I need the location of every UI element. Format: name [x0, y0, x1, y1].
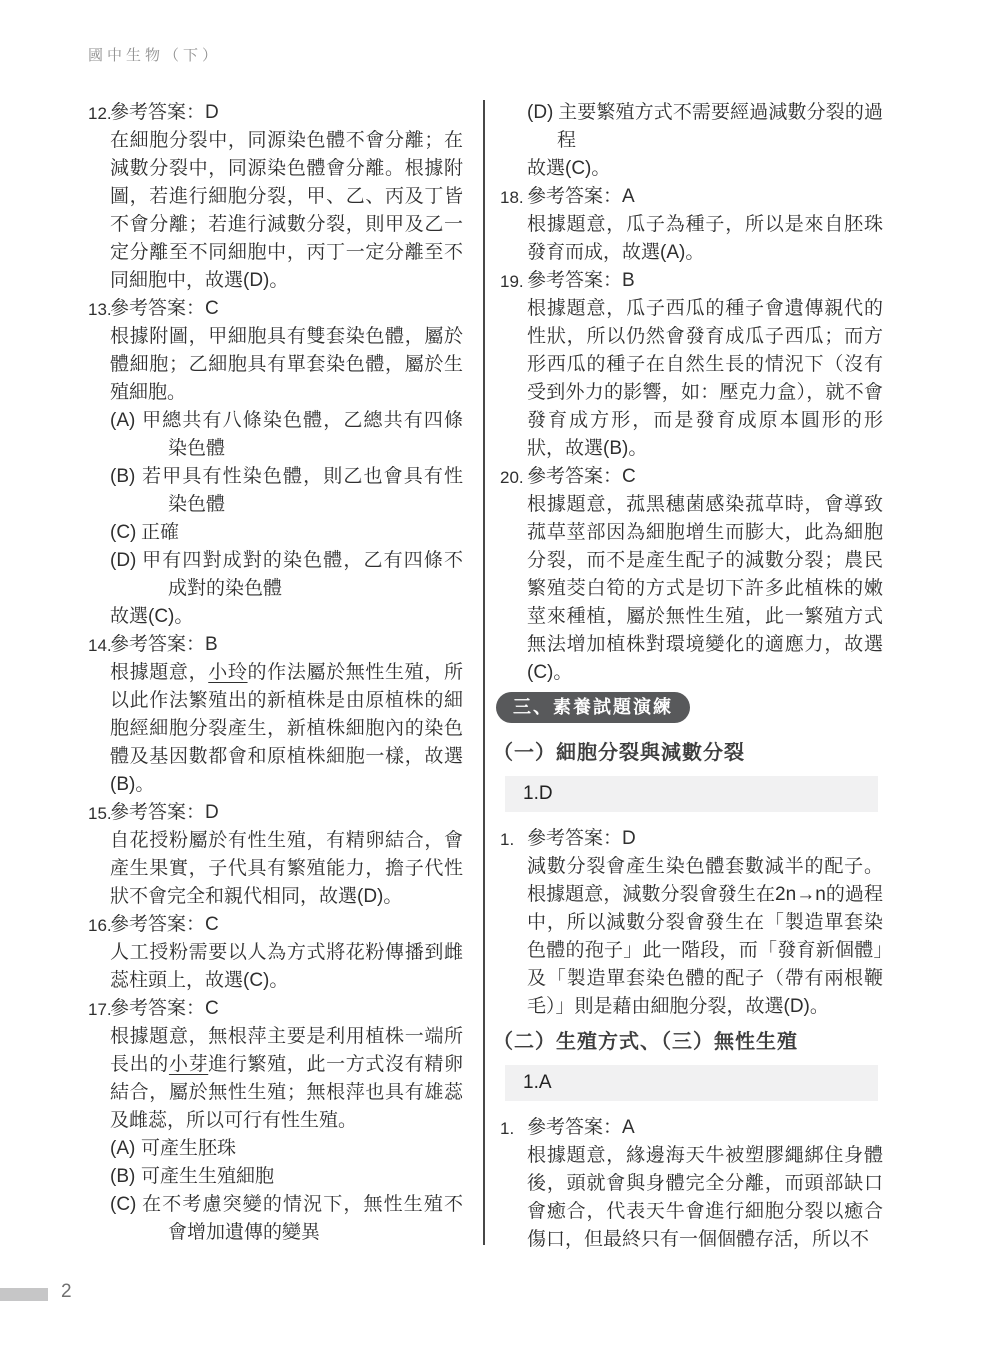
option-text: 在不考慮突變的情況下，無性生殖不會增加遺傳的變異 [141, 1194, 463, 1243]
text-segment: 人工授粉需要以人為方式將花粉傳播到雌蕊柱頭上，故選(C)。 [110, 942, 463, 991]
option-label: (A) [110, 1138, 136, 1159]
answer-item [500, 1114, 883, 1254]
option-row [110, 519, 463, 547]
option-row [110, 1163, 463, 1191]
item-number: 17. [88, 1000, 112, 1019]
text-segment: 根據題意，瓜子為種子，所以是來自胚珠發育而成，故選(A)。 [527, 214, 883, 263]
item-number: 1. [500, 830, 515, 849]
item-number: 12. [88, 104, 112, 123]
item-paragraph [527, 853, 883, 1021]
item-paragraph [110, 127, 463, 295]
option-row [110, 1135, 463, 1163]
page-header: 國中生物（下） [88, 47, 222, 64]
answer-key-box: 1.A [505, 1065, 878, 1101]
answer-item [88, 995, 463, 1247]
text-segment: 根據題意， [110, 662, 209, 683]
item-title: 參考答案：C [110, 914, 219, 935]
footer-bar [0, 1288, 48, 1301]
option-row [527, 99, 883, 155]
item-title: 參考答案：C [110, 298, 219, 319]
item-number: 15. [88, 804, 112, 823]
answer-item-continuation [500, 99, 883, 183]
item-number: 20. [500, 468, 524, 487]
option-text: 主要繁殖方式不需要經過減數分裂的過程 [557, 102, 883, 151]
item-paragraph [110, 1023, 463, 1135]
item-title: 參考答案：A [527, 1117, 635, 1138]
answer-close-line: 故選(C)。 [110, 606, 194, 627]
section-pill-row [500, 687, 883, 732]
option-row [110, 407, 463, 463]
item-paragraph [527, 1142, 883, 1254]
subsection-heading: （一）細胞分裂與減數分裂 [493, 742, 745, 764]
answer-item [88, 295, 463, 631]
answer-item [500, 267, 883, 463]
item-paragraph [110, 939, 463, 995]
item-number: 18. [500, 188, 524, 207]
option-text: 可產生生殖細胞 [141, 1166, 275, 1187]
text-segment: 的作法屬於無性生殖，所以此作法繁殖出的新植株是由原植株的細胞經細胞分裂產生，新植株細胞內的染色體及基因數都會和原植株細胞一樣，故選(B)。 [110, 662, 463, 795]
text-segment: 根據附圖，甲細胞具有雙套染色體，屬於體細胞；乙細胞具有單套染色體，屬於生殖細胞。 [110, 326, 463, 403]
item-paragraph [110, 827, 463, 911]
text-segment: 減數分裂會產生染色體套數減半的配子。根據題意，減數分裂會發生在2n→n的過程中，所以減數分裂會發生在「製造單套染色體的孢子」此一階段，而「發育新個體」及「製造單套染色體的配子（帶有兩根鞭毛）」則是藉由細胞分裂，故選(D)。 [527, 856, 883, 1017]
answer-item [88, 99, 463, 295]
answer-item [88, 631, 463, 799]
option-label: (A) [110, 410, 136, 431]
item-title: 參考答案：D [110, 802, 219, 823]
text-segment: 根據題意，瓜子西瓜的種子會遺傳親代的性狀，所以仍然會發育成瓜子西瓜；而方形西瓜的種子在自然生長的情況下（沒有受到外力的影響，如：壓克力盒），就不會發育成方形，而是發育成原本圓形的形狀，故選(B)。 [527, 298, 883, 459]
underlined-term: 小玲 [208, 662, 248, 683]
column-divider [483, 100, 485, 1245]
text-segment: 進行繁殖，此一方式沒有精卵結合，屬於無性生殖；無根萍也具有雄蕊及雌蕊，所以可行有性生殖。 [110, 1054, 463, 1131]
option-text: 可產生胚珠 [141, 1138, 237, 1159]
option-text: 正確 [141, 522, 180, 543]
answer-key-box: 1.D [505, 776, 878, 812]
option-label: (D) [527, 102, 554, 123]
item-paragraph [527, 491, 883, 687]
subsection-heading: （二）生殖方式、（三）無性生殖 [493, 1031, 798, 1053]
option-label: (C) [110, 522, 137, 543]
text-segment: 根據題意，菰黑穗菌感染菰草時，會導致菰草莖部因為細胞增生而膨大，此為細胞分裂，而不是產生配子的減數分裂；農民繁殖茭白筍的方式是切下許多此植株的嫩莖來種植，屬於無性生殖，此一繁殖方式無法增加植株對環境變化的適應力，故選(C)。 [527, 494, 883, 683]
option-text: 甲有四對成對的染色體，乙有四條不成對的染色體 [141, 550, 463, 599]
item-title: 參考答案：A [527, 186, 635, 207]
item-number: 1. [500, 1119, 515, 1138]
item-title: 參考答案：D [527, 828, 636, 849]
item-title: 參考答案：C [527, 466, 636, 487]
option-text: 甲總共有八條染色體，乙總共有四條染色體 [141, 410, 463, 459]
item-title: 參考答案：B [527, 270, 635, 291]
item-paragraph [527, 211, 883, 267]
item-number: 16. [88, 916, 112, 935]
option-label: (C) [110, 1194, 137, 1215]
item-paragraph [527, 295, 883, 463]
answer-item [500, 825, 883, 1021]
answer-item [88, 911, 463, 995]
item-number: 19. [500, 272, 524, 291]
item-number: 14. [88, 636, 112, 655]
section-pill: 三、素養試題演練 [496, 692, 690, 723]
text-segment: 自花授粉屬於有性生殖，有精卵結合，會產生果實，子代具有繁殖能力，擔子代性狀不會完全和親代相同，故選(D)。 [110, 830, 463, 907]
option-row [110, 547, 463, 603]
option-row [110, 463, 463, 519]
item-paragraph [110, 659, 463, 799]
option-label: (D) [110, 550, 137, 571]
text-segment: 根據題意，緣邊海天牛被塑膠繩綁住身體後，頭就會與身體完全分離，而頭部缺口會癒合，代表天牛會進行細胞分裂以癒合傷口，但最終只有一個個體存活，所以不 [527, 1145, 883, 1250]
option-row [110, 1191, 463, 1247]
column-right [493, 99, 883, 1254]
underlined-term: 小芽 [168, 1054, 209, 1075]
item-title: 參考答案：D [110, 102, 219, 123]
option-label: (B) [110, 466, 136, 487]
item-number: 13. [88, 300, 112, 319]
item-paragraph [110, 323, 463, 407]
page-number: 2 [61, 1281, 72, 1302]
item-title: 參考答案：C [110, 998, 219, 1019]
column-left [88, 99, 463, 1247]
answer-close-line: 故選(C)。 [527, 158, 611, 179]
item-title: 參考答案：B [110, 634, 218, 655]
option-text: 若甲具有性染色體，則乙也會具有性染色體 [141, 466, 463, 515]
answer-item [88, 799, 463, 911]
answer-item [500, 183, 883, 267]
text-segment: 在細胞分裂中，同源染色體不會分離；在減數分裂中，同源染色體會分離。根據附圖，若進行細胞分裂，甲、乙、丙及丁皆不會分離；若進行減數分裂，則甲及乙一定分離至不同細胞中，丙丁一定分離至不同細胞中，故選(D)。 [110, 130, 463, 291]
option-label: (B) [110, 1166, 136, 1187]
text-segment: 根據題意，無根萍主要是利用植株一端所長出的 [110, 1026, 463, 1075]
answer-item [500, 463, 883, 687]
